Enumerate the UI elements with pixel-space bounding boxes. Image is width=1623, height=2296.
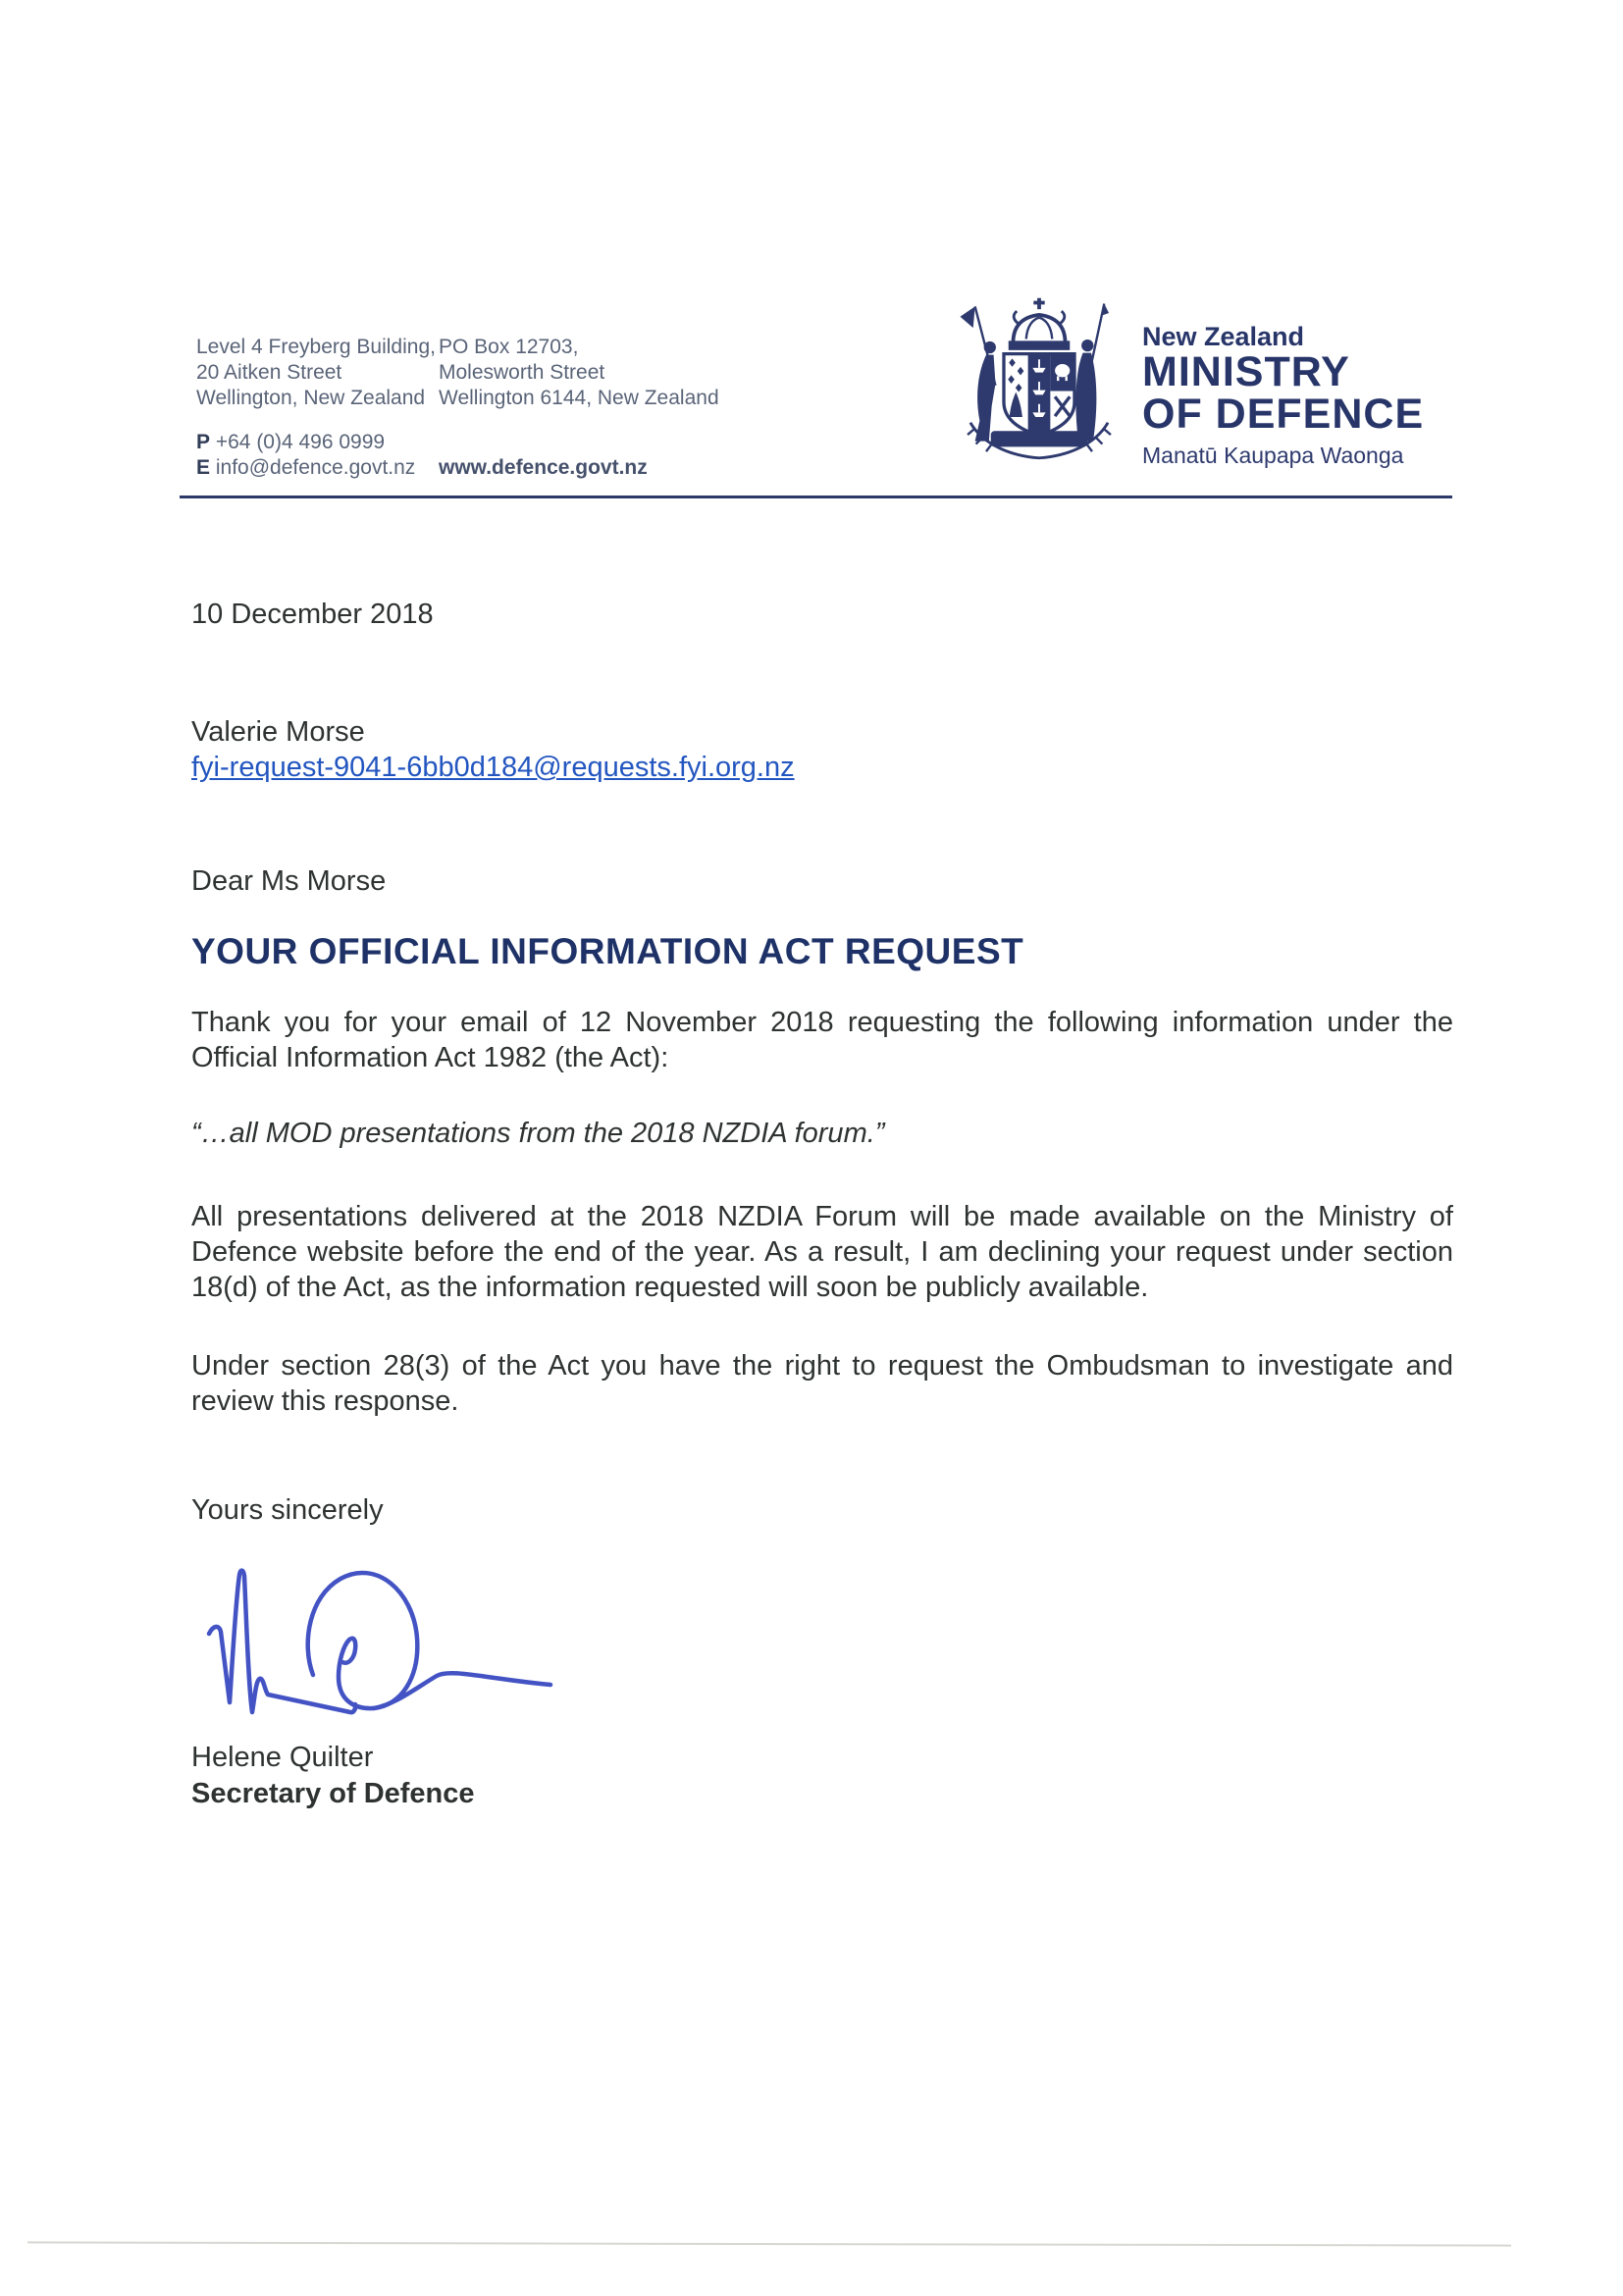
signatory-title: Secretary of Defence xyxy=(191,1778,475,1809)
email-row xyxy=(196,455,439,481)
address-line: Wellington 6144, New Zealand xyxy=(439,387,719,409)
paragraph-intro: Thank you for your email of 12 November 2018 requesting the following information under the Official Information Act 1982 (the Act): xyxy=(191,1007,1453,1073)
ministry-logo-wordmark xyxy=(1142,322,1424,469)
closing-phrase: Yours sincerely xyxy=(191,1494,384,1526)
logo-org-line1: MINISTRY xyxy=(1142,348,1350,395)
recipient-name: Valerie Morse xyxy=(191,716,365,748)
subject-heading: YOUR OFFICIAL INFORMATION ACT REQUEST xyxy=(191,931,1024,971)
phone-number: +64 (0)4 496 0999 xyxy=(215,431,386,453)
logo-country: New Zealand xyxy=(1142,322,1305,351)
logo-org-line2: OF DEFENCE xyxy=(1142,391,1425,438)
letter-date: 10 December 2018 xyxy=(191,599,434,630)
letterhead-divider xyxy=(180,496,1452,498)
recipient-email-link[interactable]: fyi-request-9041-6bb0d184@requests.fyi.org.nz xyxy=(191,752,795,783)
contact-block xyxy=(196,430,762,481)
address-line: 20 Aitken Street xyxy=(196,361,342,384)
address-line: PO Box 12703, xyxy=(439,336,579,358)
nz-coat-of-arms-icon xyxy=(945,294,1133,471)
website-url: www.defence.govt.nz xyxy=(439,456,648,479)
letterhead-address-block xyxy=(196,335,762,481)
postal-address xyxy=(439,335,762,411)
signature-handwriting xyxy=(193,1557,566,1726)
address-line: Wellington, New Zealand xyxy=(196,387,426,409)
contact-email: info@defence.govt.nz xyxy=(215,456,416,479)
request-quote: “…all MOD presentations from the 2018 NZDIA forum.” xyxy=(191,1118,885,1149)
paragraph-ombudsman: Under section 28(3) of the Act you have the right to request the Ombudsman to investigate and review this response. xyxy=(191,1350,1453,1417)
address-line: Molesworth Street xyxy=(439,361,605,384)
phone-row xyxy=(196,430,439,455)
salutation: Dear Ms Morse xyxy=(191,865,387,897)
scan-artifact-line xyxy=(27,2241,1511,2246)
coat-of-arms-banner-text: NEW ZEALAND xyxy=(997,435,1081,446)
signatory-name: Helene Quilter xyxy=(191,1742,374,1773)
logo-maori-name: Manatū Kaupapa Waonga xyxy=(1142,443,1404,468)
recipient-block xyxy=(191,714,1453,785)
address-line: Level 4 Freyberg Building, xyxy=(196,336,436,358)
phone-label: P xyxy=(196,431,211,453)
letter-body xyxy=(191,584,1453,1812)
email-label: E xyxy=(196,456,211,479)
street-address xyxy=(196,335,439,411)
paragraph-decision: All presentations delivered at the 2018 NZDIA Forum will be made available on the Ministry of Defence website before the end of the year. As a result, I am declining your request under section 18(d) of the Act, as the information requested will soon be publicly available. xyxy=(191,1201,1453,1303)
